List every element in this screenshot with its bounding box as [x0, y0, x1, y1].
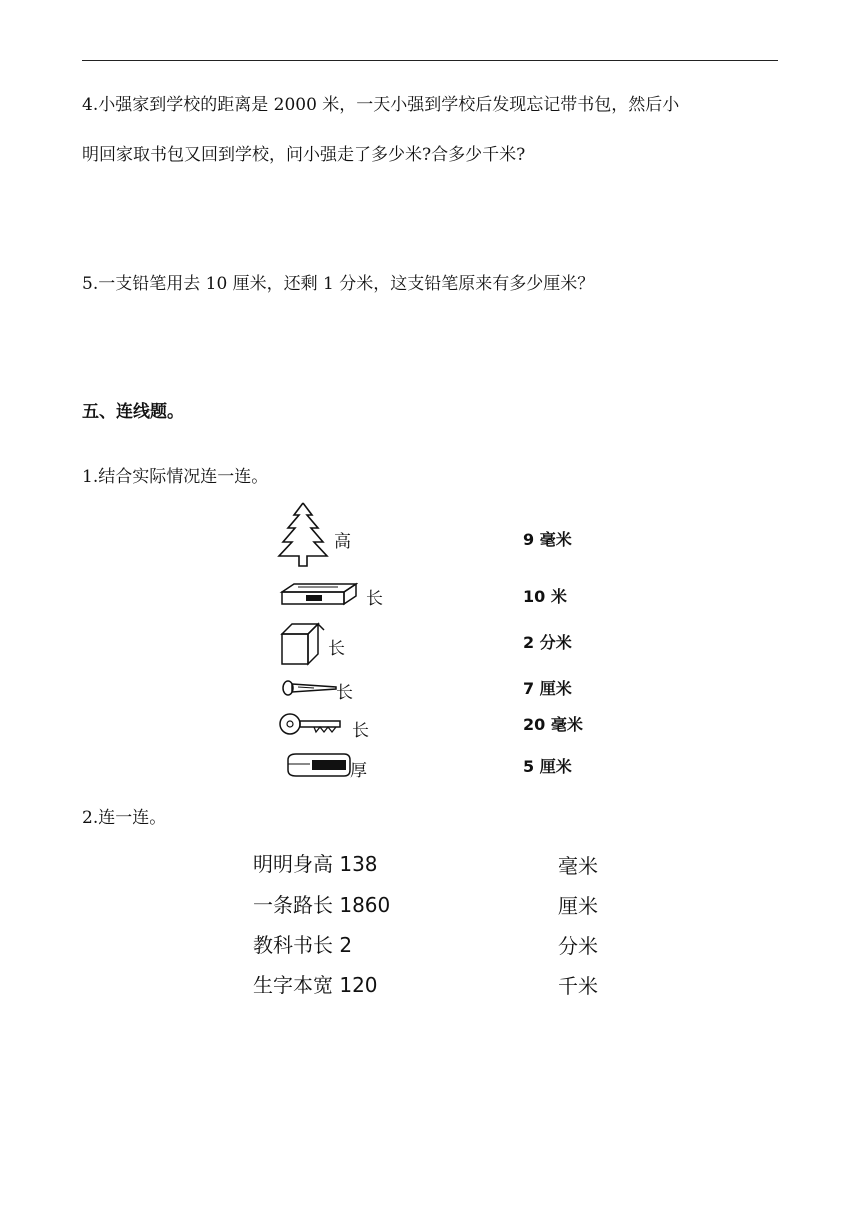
pencil-box-icon: [278, 580, 358, 610]
header-rule: [82, 60, 778, 61]
measurement-item: 明明身高 138: [253, 852, 378, 876]
unit-option: 7 厘米: [523, 679, 572, 698]
object-label: 厚: [350, 761, 367, 781]
object-label: 长: [328, 639, 345, 659]
match-row: [270, 500, 630, 570]
measurement-item: 生字本宽 120: [253, 973, 378, 997]
cube-box-icon: [278, 620, 328, 670]
question-4-line-1: 4.小强家到学校的距离是 2000 米，一天小强到学校后发现忘记带书包，然后小: [82, 95, 680, 115]
match-row: [270, 750, 630, 790]
unit-option: 毫米: [558, 854, 598, 878]
match-row: [270, 620, 630, 670]
nail-icon: [280, 676, 340, 700]
measurement-item: 教科书长 2: [253, 933, 353, 957]
question-4-line-2: 明回家取书包又回到学校，问小强走了多少米?合多少千米?: [82, 145, 526, 165]
unit-option: 9 毫米: [523, 530, 572, 549]
match-row: [270, 710, 630, 750]
unit-option: 2 分米: [523, 633, 572, 652]
question-4: [82, 80, 782, 180]
subquestion-2-title: 2.连一连。: [82, 808, 167, 828]
eraser-icon: [284, 750, 354, 780]
object-label: 长: [336, 683, 353, 703]
tree-icon: [274, 500, 334, 570]
unit-option: 20 毫米: [523, 715, 583, 734]
subquestion-1-title: 1.结合实际情况连一连。: [82, 467, 269, 487]
matching-exercise-2: [253, 840, 633, 1010]
match-row: [270, 578, 630, 618]
unit-option: 千米: [558, 974, 598, 998]
unit-option: 分米: [558, 934, 598, 958]
object-label: 高: [334, 532, 351, 552]
question-5: 5.一支铅笔用去 10 厘米，还剩 1 分米，这支铅笔原来有多少厘米？: [82, 274, 595, 294]
measurement-item: 一条路长 1860: [253, 893, 391, 917]
unit-option: 厘米: [558, 894, 598, 918]
unit-option: 10 米: [523, 587, 567, 606]
key-icon: [278, 710, 348, 740]
section-title: 五、连线题。: [82, 402, 184, 422]
unit-option: 5 厘米: [523, 757, 572, 776]
matching-exercise-1: [270, 500, 630, 790]
object-label: 长: [366, 589, 383, 609]
object-label: 长: [352, 721, 369, 741]
